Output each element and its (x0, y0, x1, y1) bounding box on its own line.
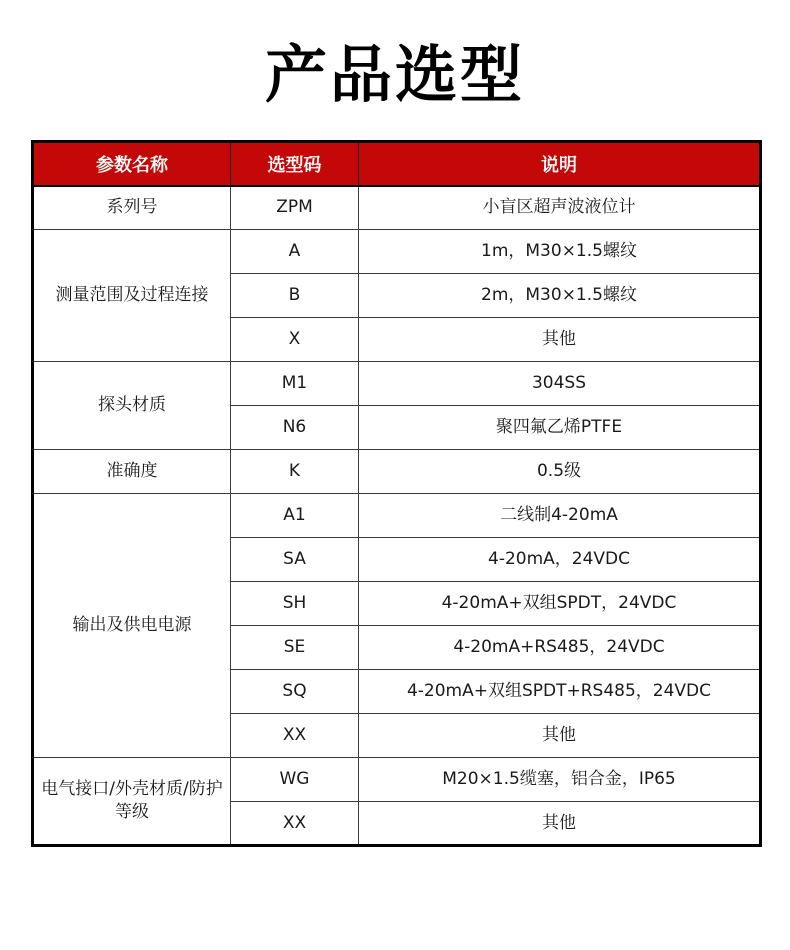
description-cell: 2m，M30×1.5螺纹 (359, 274, 761, 318)
description-cell: M20×1.5缆塞，铝合金，IP65 (359, 758, 761, 802)
table-row (33, 230, 761, 274)
table-row (33, 362, 761, 406)
selection-code-cell: X (231, 318, 359, 362)
description-cell: 4-20mA+RS485，24VDC (359, 626, 761, 670)
parameter-name-cell: 测量范围及过程连接 (33, 230, 231, 362)
description-cell: 304SS (359, 362, 761, 406)
selection-code-cell: K (231, 450, 359, 494)
table-row (33, 186, 761, 230)
selection-code-cell: M1 (231, 362, 359, 406)
parameter-name-cell: 探头材质 (33, 362, 231, 450)
selection-code-cell: XX (231, 802, 359, 846)
column-header-description: 说明 (359, 142, 761, 186)
description-cell: 聚四氟乙烯PTFE (359, 406, 761, 450)
page-title: 产品选型 (264, 38, 525, 111)
description-cell: 0.5级 (359, 450, 761, 494)
selection-code-cell: B (231, 274, 359, 318)
column-header-parameter-name: 参数名称 (33, 142, 231, 186)
selection-code-cell: WG (231, 758, 359, 802)
table-row (33, 494, 761, 538)
selection-code-cell: SE (231, 626, 359, 670)
selection-code-cell: SH (231, 582, 359, 626)
description-cell: 4-20mA，24VDC (359, 538, 761, 582)
selection-code-cell: A (231, 230, 359, 274)
description-cell: 二线制4-20mA (359, 494, 761, 538)
description-cell: 1m，M30×1.5螺纹 (359, 230, 761, 274)
selection-code-cell: A1 (231, 494, 359, 538)
description-cell: 其他 (359, 802, 761, 846)
description-cell: 小盲区超声波液位计 (359, 186, 761, 230)
column-header-selection-code: 选型码 (231, 142, 359, 186)
table-header-row (33, 142, 761, 186)
selection-code-cell: SQ (231, 670, 359, 714)
product-selection-table (31, 140, 762, 847)
description-cell: 其他 (359, 318, 761, 362)
table-body (33, 186, 761, 846)
parameter-name-cell: 输出及供电电源 (33, 494, 231, 758)
selection-code-cell: SA (231, 538, 359, 582)
description-cell: 其他 (359, 714, 761, 758)
description-cell: 4-20mA+双组SPDT+RS485，24VDC (359, 670, 761, 714)
selection-code-cell: XX (231, 714, 359, 758)
description-cell: 4-20mA+双组SPDT，24VDC (359, 582, 761, 626)
parameter-name-cell: 电气接口/外壳材质/防护等级 (33, 758, 231, 846)
selection-code-cell: ZPM (231, 186, 359, 230)
parameter-name-cell: 准确度 (33, 450, 231, 494)
table-row (33, 450, 761, 494)
selection-code-cell: N6 (231, 406, 359, 450)
table-row (33, 758, 761, 802)
parameter-name-cell: 系列号 (33, 186, 231, 230)
